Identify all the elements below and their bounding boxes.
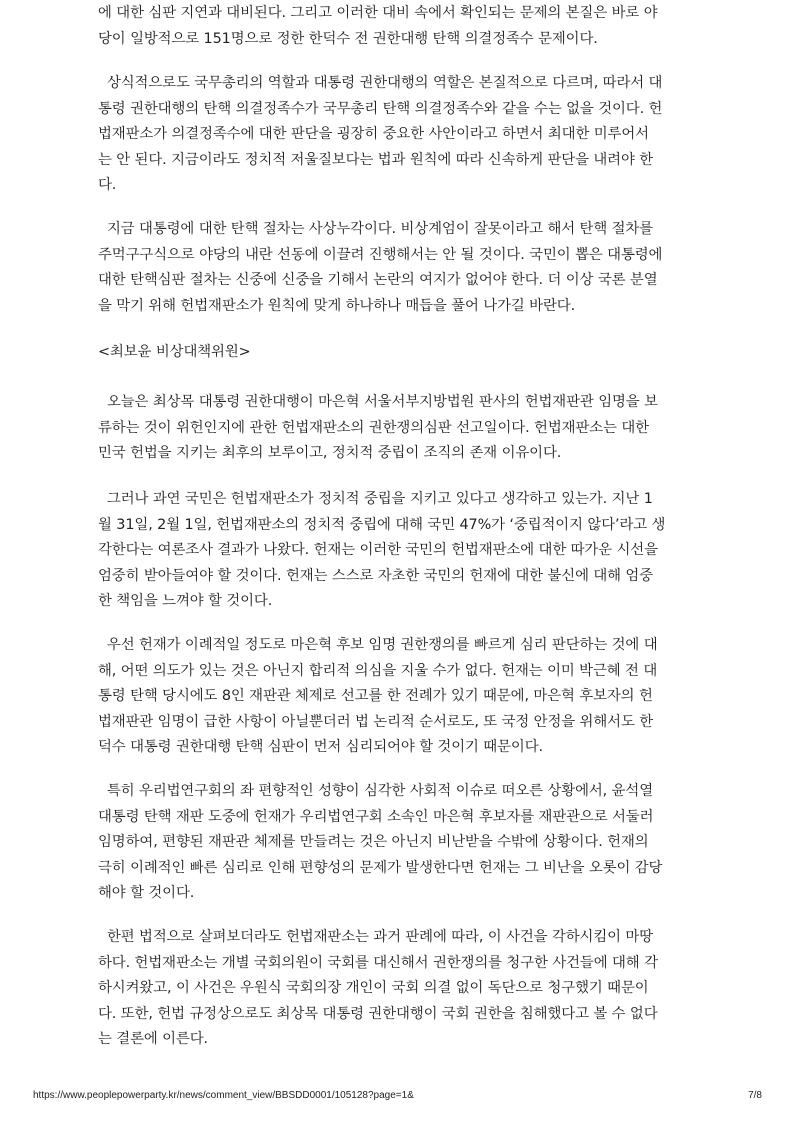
text-line: 통령 권한대행의 탄핵 의결정족수가 국무총리 탄핵 의결정족수와 같을 수는 없을 것이다. 헌 (98, 100, 663, 117)
page-url: https://www.peoplepowerparty.kr/news/comment_view/BBSDD0001/105128?page=1& (33, 1090, 414, 1101)
paragraph (98, 633, 658, 761)
text-line: 법재판소가 의결정족수에 대한 판단을 굉장히 중요한 사안이라고 하면서 최대한 미루어서 (98, 126, 649, 142)
text-line: 각한다는 여론조사 결과가 나왔다. 헌재는 이러한 국민의 헌법재판소에 대한 따가운 시선을 (98, 542, 658, 558)
text-line: 한편 법적으로 살펴보더라도 헌법재판소는 과거 판례에 따라, 이 사건을 각하시킴이 마땅 (98, 929, 654, 945)
text-line: 덕수 대통령 권한대행 탄핵 심판이 먼저 심리되어야 할 것이기 때문이다. (98, 739, 543, 755)
text-line: 는 결론에 이른다. (98, 1031, 209, 1047)
text-line: 민국 헌법을 지키는 최후의 보루이고, 정치적 중립이 조직의 존재 이유이다. (98, 445, 562, 461)
text-line: 을 막기 위해 헌법재판소가 원칙에 맞게 하나하나 매듭을 풀어 나가길 바란다. (98, 297, 576, 314)
text-line: <최보윤 비상대책위원> (98, 344, 251, 360)
text-line: 다. (98, 177, 117, 193)
text-line: 주먹구구식으로 야당의 내란 선동에 이끌려 진행해서는 안 될 것이다. 국민이 뽑은 대통령에 (98, 246, 663, 263)
text-line: 하다. 헌법재판소는 개별 국회의원이 국회를 대신해서 권한쟁의를 청구한 사건들에 대해 각 (98, 954, 658, 971)
text-line: 해, 어떤 의도가 있는 것은 아닌지 합리적 의심을 지울 수가 없다. 헌재는 이미 박근혜 전 대 (98, 662, 658, 679)
paragraph (98, 779, 662, 907)
text-line: 지금 대통령에 대한 탄핵 절차는 사상누각이다. 비상계엄이 잘못이라고 해서 탄핵 절차를 (98, 221, 654, 237)
text-line: 엄중히 받아들여야 할 것이다. 헌재는 스스로 자초한 국민의 헌재에 대한 불신에 대해 엄중 (98, 567, 654, 584)
text-line: 다. 또한, 헌법 규정상으로도 최상목 대통령 권한대행이 국회 권한을 침해했다고 볼 수 없다 (98, 1005, 658, 1022)
text-line: 해야 할 것이다. (98, 885, 195, 901)
text-line: 특히 우리법연구회의 좌 편향적인 성향이 심각한 사회적 이슈로 떠오른 상황에서, 윤석열 (98, 783, 654, 799)
paragraph (98, 390, 658, 467)
text-line: 한 책임을 느껴야 할 것이다. (98, 593, 273, 609)
text-line: 월 31일, 2월 1일, 헌법재판소의 정치적 중립에 대해 국민 47%가 ‘중립적이지 않다’라고 생 (98, 516, 666, 533)
paragraph (98, 217, 662, 319)
paragraph (98, 71, 662, 199)
text-line: 는 안 된다. 지금이라도 정치적 저울질보다는 법과 원칙에 따라 신속하게 판단을 내려야 한 (98, 151, 654, 168)
text-line: 하시켜왔고, 이 사건은 우원식 국회의장 개인이 국회 의결 없이 독단으로 청구했기 때문이 (98, 980, 649, 996)
section-heading (98, 340, 251, 366)
text-line: 류하는 것이 위헌인지에 관한 헌법재판소의 권한쟁의심판 선고일이다. 헌법재판소는 대한 (98, 419, 649, 436)
text-line: 상식적으로도 국무총리의 역할과 대통령 권한대행의 역할은 본질적으로 다르며, 따라서 대 (98, 75, 663, 91)
text-line: 대한 탄핵심판 절차는 신중에 신중을 기해서 논란의 여지가 없어야 한다. 더 이상 국론 분열 (98, 272, 658, 288)
text-line: 오늘은 최상목 대통령 권한대행이 마은혁 서울서부지방법원 판사의 헌법재판관 임명을 보 (98, 394, 658, 410)
paragraph (98, 925, 658, 1053)
text-line: 임명하여, 편향된 재판관 체제를 만들려는 것은 아닌지 비난받을 수밖에 상황이다. 헌재의 (98, 834, 649, 850)
text-line: 에 대한 심판 지연과 대비된다. 그리고 이러한 대비 속에서 확인되는 문제의 본질은 바로 야 (98, 5, 658, 21)
paragraph (98, 1, 658, 52)
text-line: 대통령 탄핵 재판 도중에 헌재가 우리법연구회 소속인 마은혁 후보자를 재판관으로 서둘러 (98, 808, 654, 825)
text-line: 당이 일방적으로 151명으로 정한 한덕수 전 권한대행 탄핵 의결정족수 문제이다. (98, 30, 598, 47)
text-line: 그러나 과연 국민은 헌법재판소가 정치적 중립을 지키고 있다고 생각하고 있는가. 지난 1 (98, 491, 653, 507)
page-number: 7/8 (748, 1090, 762, 1101)
text-line: 법재판관 임명이 급한 사항이 아닐뿐더러 법 논리적 순서로도, 또 국정 안정을 위해서도 한 (98, 713, 654, 730)
paragraph (98, 487, 665, 615)
text-line: 극히 이례적인 빠른 심리로 인해 편향성의 문제가 발생한다면 헌재는 그 비난을 오롯이 감당 (98, 859, 663, 876)
text-line: 우선 헌재가 이례적일 정도로 마은혁 후보 임명 권한쟁의를 빠르게 심리 판단하는 것에 대 (98, 637, 658, 653)
text-line: 통령 탄핵 당시에도 8인 재판관 체제로 선고를 한 전례가 있기 때문에, 마은혁 후보자의 헌 (98, 688, 653, 704)
